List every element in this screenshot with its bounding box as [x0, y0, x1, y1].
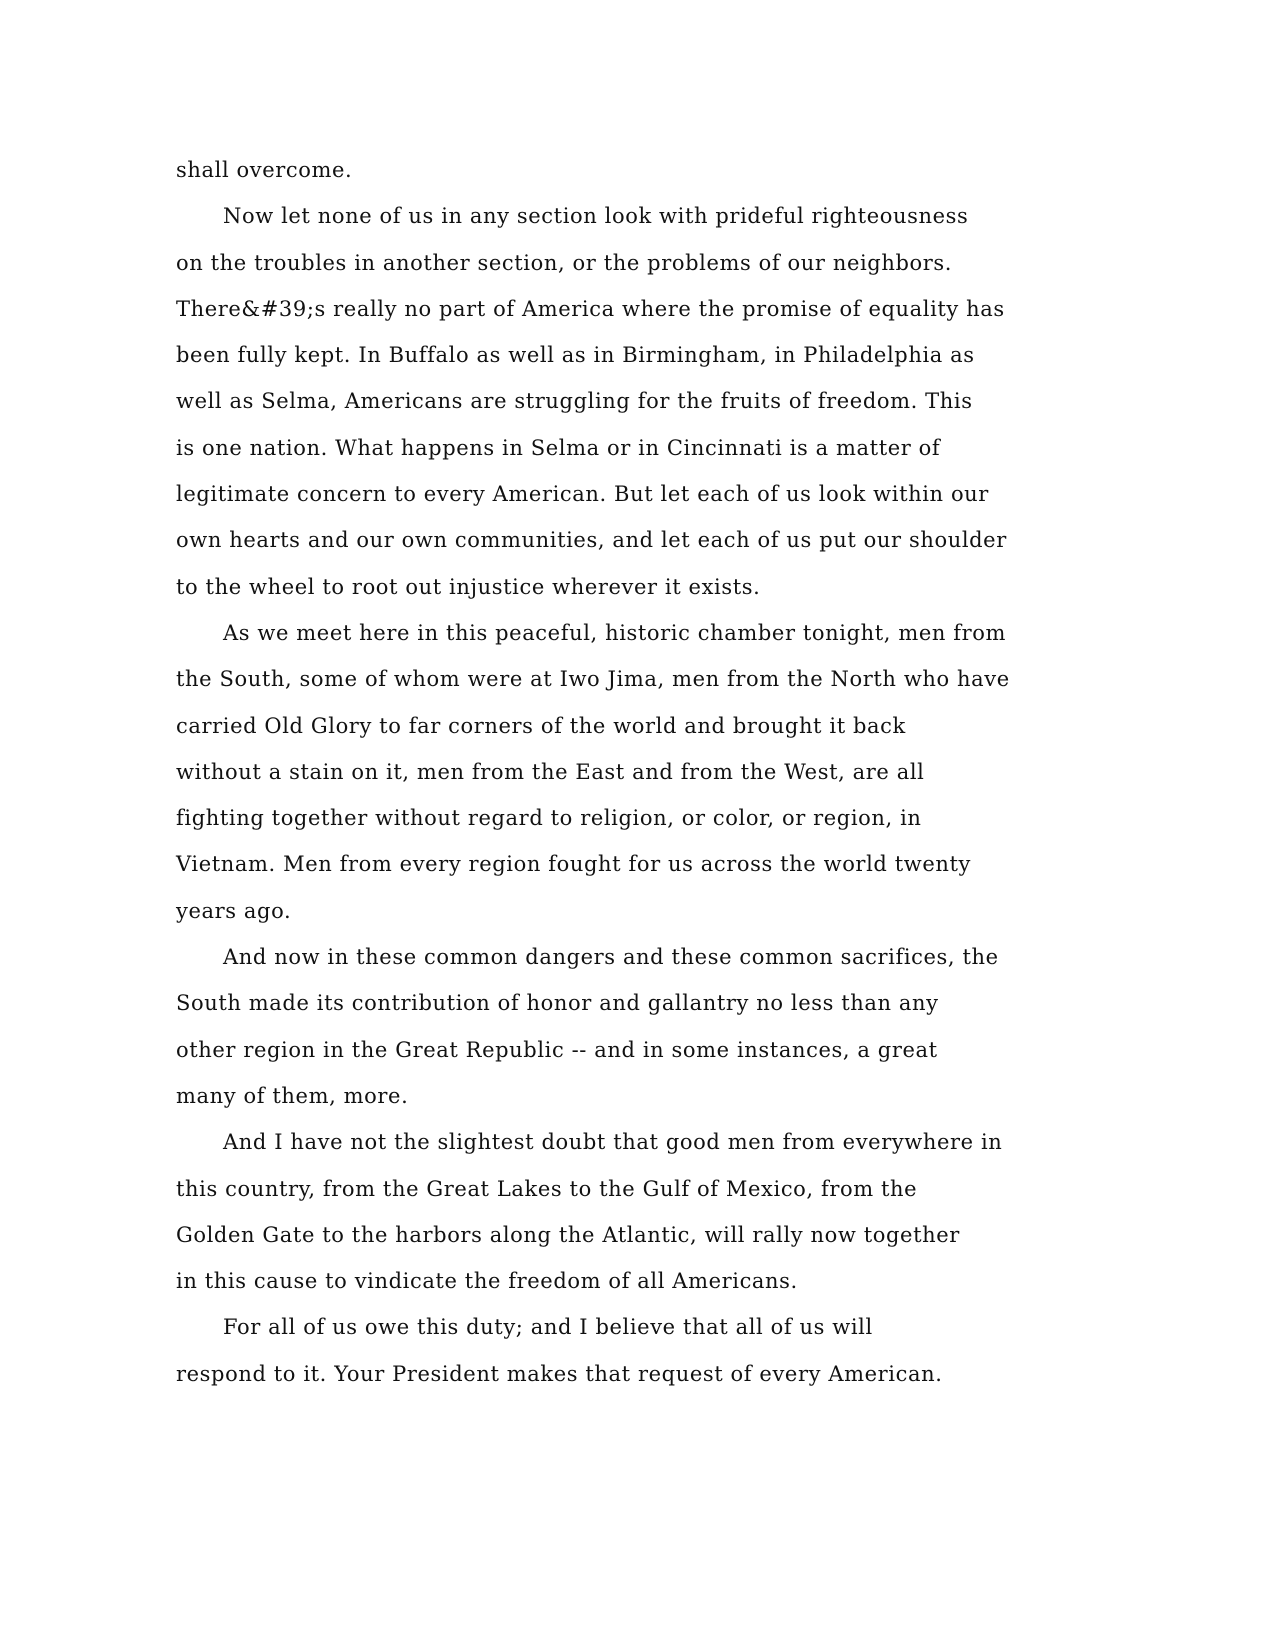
text-line: shall overcome. [176, 158, 353, 182]
text-line: And now in these common dangers and these common sacrifices, the [223, 945, 999, 970]
text-line: Vietnam. Men from every region fought for us across the world twenty [176, 852, 971, 877]
text-line: And I have not the slightest doubt that good men from everywhere in [223, 1130, 1003, 1155]
text-line: on the troubles in another section, or the problems of our neighbors. [176, 250, 953, 275]
text-line: years ago. [176, 898, 292, 923]
text-line: For all of us owe this duty; and I believe that all of us will [223, 1315, 873, 1340]
text-line: As we meet here in this peaceful, historic chamber tonight, men from [223, 620, 1007, 645]
text-line: carried Old Glory to far corners of the world and brought it back [176, 713, 906, 738]
text-line: to the wheel to root out injustice wherever it exists. [176, 574, 761, 599]
text-line: South made its contribution of honor and gallantry no less than any [176, 991, 939, 1016]
text-line: fighting together without regard to religion, or color, or region, in [176, 806, 922, 831]
text-line: in this cause to vindicate the freedom of all Americans. [176, 1269, 798, 1294]
text-line: legitimate concern to every American. But let each of us look within our [176, 482, 989, 507]
text-line: Golden Gate to the harbors along the Atlantic, will rally now together [176, 1222, 960, 1247]
body-text [176, 154, 1056, 1404]
text-line: other region in the Great Republic -- and in some instances, a great [176, 1037, 938, 1062]
text-line: without a stain on it, men from the East and from the West, are all [176, 759, 925, 784]
text-line: well as Selma, Americans are struggling for the fruits of freedom. This [176, 389, 973, 414]
text-line: There&#39;s really no part of America where the promise of equality has [176, 296, 1005, 321]
text-line: Now let none of us in any section look with prideful righteousness [223, 204, 969, 229]
text-line: many of them, more. [176, 1083, 409, 1108]
text-line: the South, some of whom were at Iwo Jima, men from the North who have [176, 667, 1010, 692]
text-line: this country, from the Great Lakes to the Gulf of Mexico, from the [176, 1176, 918, 1201]
text-line: been fully kept. In Buffalo as well as in Birmingham, in Philadelphia as [176, 343, 975, 368]
text-line: own hearts and our own communities, and let each of us put our shoulder [176, 528, 1007, 553]
text-line: is one nation. What happens in Selma or in Cincinnati is a matter of [176, 435, 941, 460]
text-line: respond to it. Your President makes that request of every American. [176, 1361, 943, 1386]
